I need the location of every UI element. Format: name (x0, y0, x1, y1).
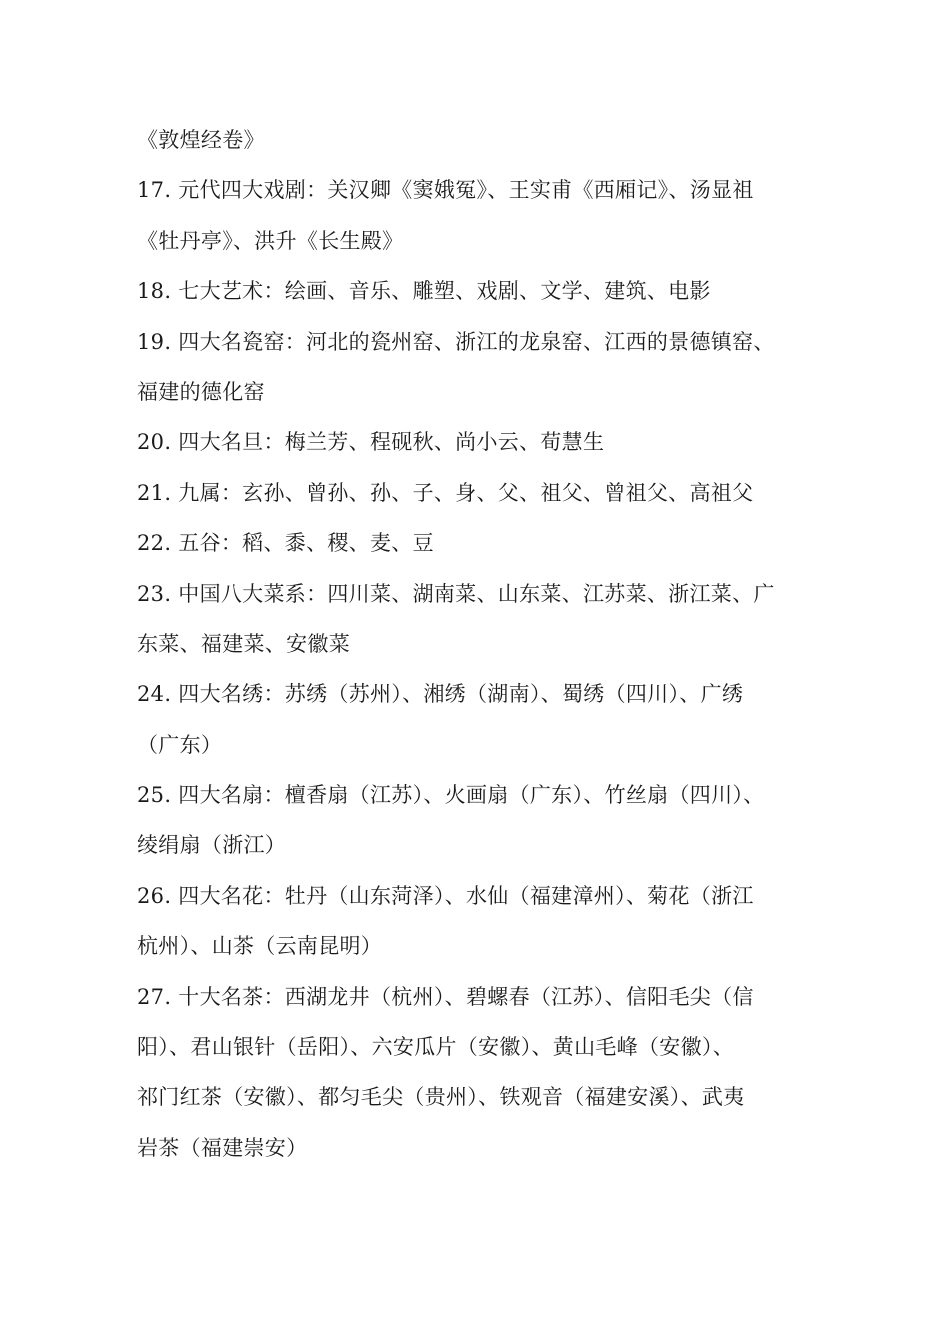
text-line-17: 杭州）、山茶（云南昆明） (137, 934, 383, 959)
text-line-9: 22. 五谷：稻、黍、稷、麦、豆 (137, 531, 434, 556)
document-body (137, 115, 817, 1173)
text-line-6: 福建的德化窑 (137, 379, 265, 404)
text-line-7: 20. 四大名旦：梅兰芳、程砚秋、尚小云、荀慧生 (137, 430, 605, 455)
text-line-2: 17. 元代四大戏剧：关汉卿《窦娥冤》、王实甫《西厢记》、汤显祖 (137, 178, 754, 203)
text-line-19: 阳）、君山银针（岳阳）、六安瓜片（安徽）、黄山毛峰（安徽）、 (137, 1035, 734, 1060)
text-line-5: 19. 四大名瓷窑：河北的瓷州窑、浙江的龙泉窑、江西的景德镇窑、 (137, 329, 775, 354)
text-line-11: 东菜、福建菜、安徽菜 (137, 631, 350, 656)
text-line-18: 27. 十大名茶：西湖龙井（杭州）、碧螺春（江苏）、信阳毛尖（信 (137, 984, 754, 1009)
text-line-21: 岩茶（福建崇安） (137, 1135, 308, 1160)
text-line-15: 绫绢扇（浙江） (137, 833, 287, 858)
text-line-8: 21. 九属：玄孙、曾孙、孙、子、身、父、祖父、曾祖父、高祖父 (137, 480, 754, 505)
text-line-14: 25. 四大名扇：檀香扇（江苏）、火画扇（广东）、竹丝扇（四川）、 (137, 783, 765, 808)
text-line-1: 《敦煌经卷》 (137, 128, 265, 152)
text-line-16: 26. 四大名花：牡丹（山东菏泽）、水仙（福建漳州）、菊花（浙江 (137, 883, 754, 908)
text-line-20: 祁门红茶（安徽）、都匀毛尖（贵州）、铁观音（福建安溪）、武夷 (137, 1085, 745, 1110)
text-line-3: 《牡丹亭》、洪升《长生殿》 (137, 228, 404, 253)
text-line-12: 24. 四大名绣：苏绣（苏州）、湘绣（湖南）、蜀绣（四川）、广绣 (137, 682, 744, 707)
text-line-10: 23. 中国八大菜系：四川菜、湖南菜、山东菜、江苏菜、浙江菜、广 (137, 581, 775, 606)
text-line-4: 18. 七大艺术：绘画、音乐、雕塑、戏剧、文学、建筑、电影 (137, 279, 711, 304)
text-line-13: （广东） (137, 732, 223, 757)
